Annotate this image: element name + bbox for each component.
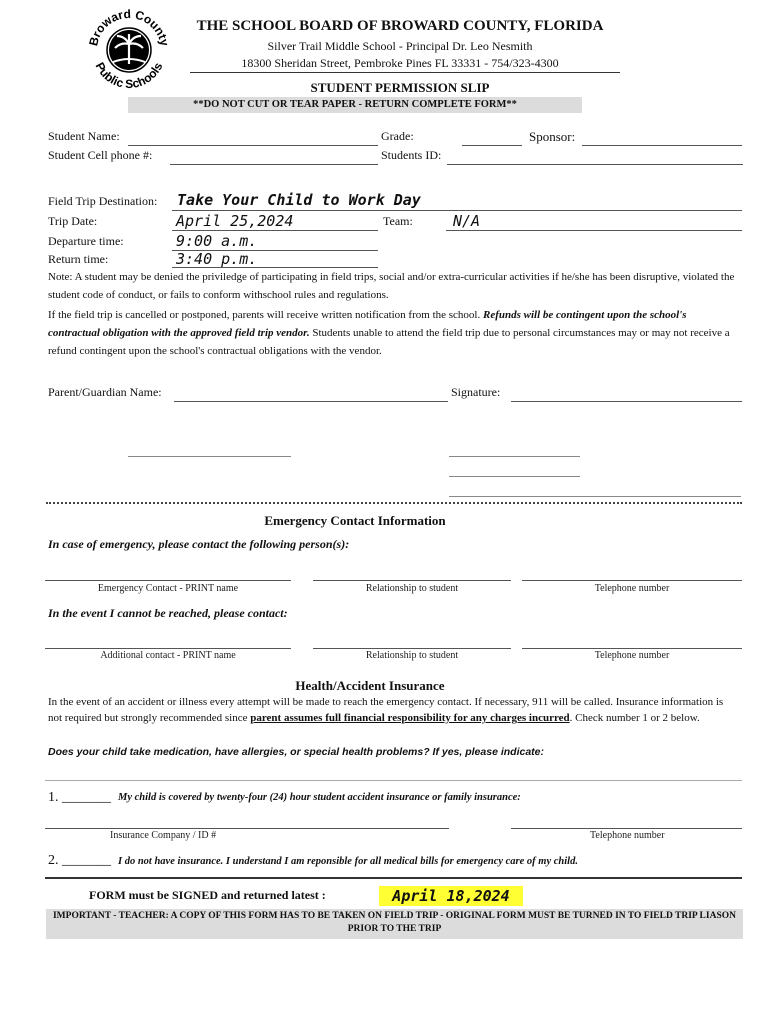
insurance-text-start: In the event of an accident or illness every attempt will be made to reach the emergency contact. If necessary, 911 will be called. Insurance information is not required but strongly recommended since (48, 696, 724, 724)
return-label: Return time: (48, 252, 109, 266)
logo-ring-top: Broward County (86, 6, 172, 48)
student-name-field[interactable] (128, 145, 378, 146)
option2-number[interactable]: 2. _______ (48, 853, 111, 868)
blank-line-right-2[interactable] (449, 476, 580, 477)
emergency-relationship-field[interactable] (313, 580, 511, 581)
parent-name-field[interactable] (174, 401, 448, 402)
cell-label: Student Cell phone #: (48, 148, 153, 162)
signature-field[interactable] (511, 401, 742, 402)
signature-label: Signature: (451, 385, 501, 399)
insurance-text-bold: parent assumes full financial responsibility for any charges incurred (250, 712, 570, 724)
medication-field[interactable] (45, 780, 742, 781)
note-refund (48, 306, 738, 360)
important-banner: IMPORTANT - TEACHER: A COPY OF THIS FORM HAS TO BE TAKEN ON FIELD TRIP - ORIGINAL FORM MUST BE TURNED IN TO FIELD TRIP LIASON PRIOR TO THE TRIP (46, 909, 743, 939)
return-value[interactable]: 3:40 p.m. (176, 250, 258, 268)
note-conduct: Note: A student may be denied the priviledge of participating in field trips, social and/or extra-curricular activities if he/she has been disruptive, violated the student code of conduct, or fails to conform withschool rules and regulations. (48, 271, 735, 301)
student-id-label: Students ID: (381, 148, 442, 162)
student-id-field[interactable] (447, 164, 743, 165)
emergency-phone-field[interactable] (522, 580, 742, 581)
emergency-phone-caption: Telephone number (594, 583, 670, 594)
grade-field[interactable] (462, 145, 522, 146)
deadline-label: FORM must be SIGNED and returned latest : (89, 888, 326, 902)
additional-contact-field[interactable] (45, 648, 291, 649)
sponsor-label: Sponsor: (529, 129, 576, 144)
team-value[interactable]: N/A (453, 212, 481, 230)
note-refund-bold: Refunds will be contingent upon the school's contractual obligation with the approved field trip vendor. (48, 309, 687, 339)
destination-label: Field Trip Destination: (48, 194, 158, 208)
additional-contact-caption: Additional contact - PRINT name (100, 650, 236, 661)
form-title: STUDENT PERMISSION SLIP (310, 80, 490, 95)
additional-phone-caption: Telephone number (594, 650, 670, 661)
footer-divider (45, 877, 742, 879)
trip-date-field[interactable] (172, 230, 378, 231)
insurance-phone-field[interactable] (511, 828, 742, 829)
section-divider (46, 502, 742, 504)
additional-relationship-field[interactable] (313, 648, 511, 649)
option1-text: My child is covered by twenty-four (24) hour student accident insurance or family insurance: (118, 792, 521, 803)
insurance-company-field[interactable] (45, 828, 449, 829)
option1-number[interactable]: 1. _______ (48, 790, 111, 805)
blank-line-right-1[interactable] (449, 456, 580, 457)
note-refund-start: If the field trip is cancelled or postponed, parents will receive written notification from the school. (48, 309, 481, 321)
insurance-phone-caption: Telephone number (590, 830, 665, 841)
deadline-value[interactable]: April 18,2024 (379, 886, 523, 906)
grade-label: Grade: (381, 129, 414, 143)
emergency-relationship-caption: Relationship to student (365, 583, 459, 594)
trip-date-label: Trip Date: (48, 214, 98, 228)
medication-question: Does your child take medication, have allergies, or special health problems? If yes, please indicate: (48, 746, 545, 758)
insurance-text-end: . Check number 1 or 2 below. (569, 712, 700, 724)
additional-phone-field[interactable] (522, 648, 742, 649)
blank-line-left[interactable] (128, 456, 291, 457)
alt-contact-instruction: In the event I cannot be reached, please contact: (48, 606, 288, 620)
header-divider (190, 72, 620, 73)
departure-value[interactable]: 9:00 a.m. (176, 232, 258, 250)
cell-field[interactable] (170, 164, 378, 165)
address-line: 18300 Sheridan Street, Pembroke Pines FL 33331 - 754/323-4300 (241, 56, 559, 70)
parent-name-label: Parent/Guardian Name: (48, 385, 162, 399)
destination-value[interactable]: Take Your Child to Work Day (177, 191, 421, 209)
option2-text: I do not have insurance. I understand I am reponsible for all medical bills for emergency care of my child. (118, 856, 578, 867)
team-field[interactable] (446, 230, 742, 231)
blank-line-right-3[interactable] (449, 496, 741, 497)
emergency-contact-caption: Emergency Contact - PRINT name (97, 583, 239, 594)
insurance-text (48, 694, 738, 726)
destination-field[interactable] (172, 210, 742, 211)
departure-label: Departure time: (48, 234, 124, 248)
emergency-heading: Emergency Contact Information (264, 513, 446, 528)
notice-banner: **DO NOT CUT OR TEAR PAPER - RETURN COMPLETE FORM** (128, 97, 582, 113)
trip-date-value[interactable]: April 25,2024 (176, 212, 294, 230)
additional-relationship-caption: Relationship to student (365, 650, 459, 661)
board-title: THE SCHOOL BOARD OF BROWARD COUNTY, FLORIDA (196, 18, 604, 34)
insurance-company-caption: Insurance Company / ID # (110, 830, 217, 841)
emergency-contact-field[interactable] (45, 580, 291, 581)
insurance-heading: Health/Accident Insurance (295, 678, 445, 693)
sponsor-field[interactable] (582, 145, 742, 146)
team-label: Team: (383, 214, 413, 228)
school-line: Silver Trail Middle School - Principal Dr. Leo Nesmith (267, 39, 533, 53)
student-name-label: Student Name: (48, 129, 120, 143)
logo-ring-bottom: Public Schools (92, 60, 166, 92)
emergency-instruction: In case of emergency, please contact the following person(s): (48, 537, 350, 551)
note-refund-end: Students unable to attend the field trip due to personal circumstances may or may not receive a refund contingent upon the school's contractual obligations with the vendor. (48, 327, 730, 357)
school-logo (83, 4, 175, 96)
